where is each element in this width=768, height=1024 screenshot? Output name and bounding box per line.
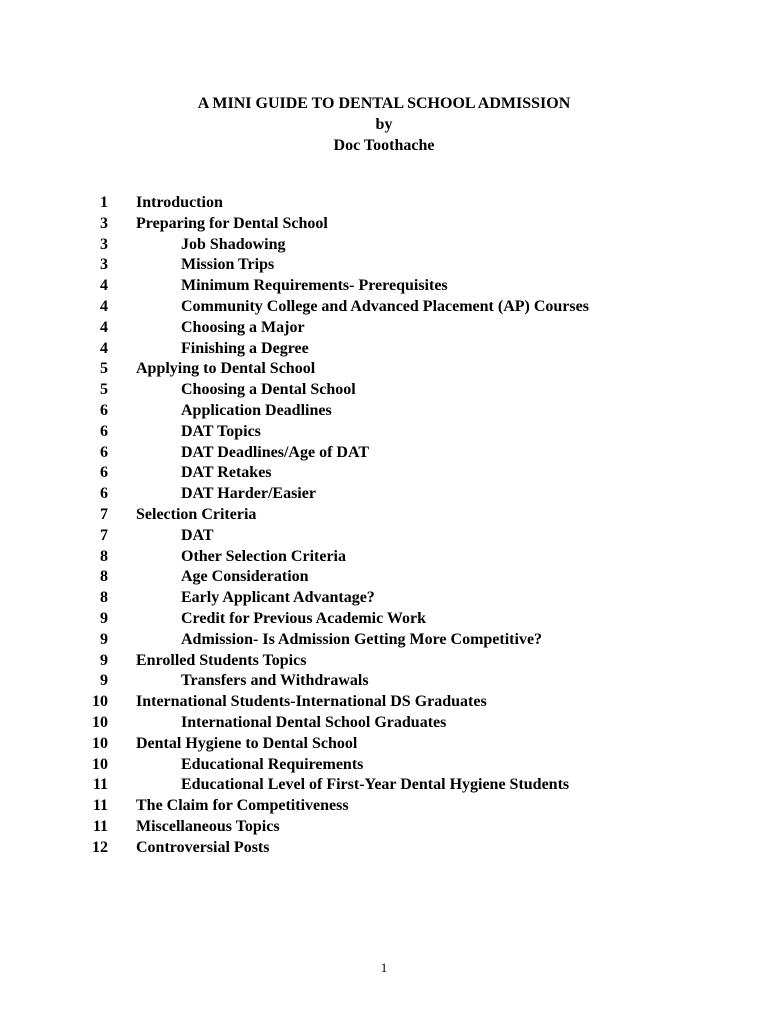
toc-subentry [0, 443, 768, 464]
toc-entry-title: Dental Hygiene to Dental School [136, 734, 358, 752]
toc-entry-title: Enrolled Students Topics [136, 651, 307, 669]
toc-page-number: 4 [100, 297, 108, 315]
toc-entry [0, 692, 768, 713]
toc-subentry [0, 713, 768, 734]
toc-entry-title: Finishing a Degree [181, 339, 309, 357]
toc-subentry [0, 526, 768, 547]
toc-page-number: 9 [100, 609, 108, 627]
toc-entry-title: Credit for Previous Academic Work [181, 609, 427, 627]
toc-page-number: 9 [100, 672, 108, 690]
toc-page-number: 7 [100, 526, 108, 544]
toc-page-number: 6 [100, 422, 108, 440]
toc-entry [0, 359, 768, 380]
toc-entry-title: Controversial Posts [136, 838, 270, 856]
toc-entry-title: Preparing for Dental School [136, 214, 328, 232]
toc-subentry [0, 339, 768, 360]
toc-entry-title: Community College and Advanced Placement (AP) Courses [181, 297, 589, 315]
toc-entry-title: International Students-International DS Graduates [136, 693, 487, 711]
toc-entry [0, 817, 768, 838]
toc-entry [0, 838, 768, 859]
toc-entry-title: Age Consideration [181, 568, 309, 586]
toc-entry-title: The Claim for Competitiveness [136, 797, 349, 815]
toc-subentry [0, 588, 768, 609]
toc-entry [0, 796, 768, 817]
toc-page-number: 11 [92, 776, 108, 794]
toc-entry-title: Application Deadlines [181, 401, 332, 419]
toc-page-number: 4 [100, 339, 108, 357]
toc-entry-title: Introduction [136, 194, 223, 211]
toc-page-number: 5 [100, 360, 108, 378]
toc-page-number: 7 [100, 505, 108, 523]
toc-entry-title: Mission Trips [181, 256, 275, 274]
toc-page-number: 11 [92, 797, 108, 815]
toc-subentry [0, 463, 768, 484]
toc-entry-title: Minimum Requirements- Prerequisites [181, 277, 448, 295]
table-of-contents [0, 193, 768, 859]
toc-entry [0, 193, 768, 214]
document-byline: by [375, 116, 393, 133]
toc-subentry [0, 318, 768, 339]
toc-entry-title: DAT Deadlines/Age of DAT [181, 443, 369, 461]
toc-entry-title: DAT Harder/Easier [181, 485, 316, 503]
toc-entry-title: DAT Retakes [181, 464, 272, 482]
toc-subentry [0, 422, 768, 443]
toc-subentry [0, 671, 768, 692]
toc-entry-title: Applying to Dental School [136, 360, 316, 378]
toc-page-number: 3 [100, 256, 108, 274]
toc-entry-title: Educational Requirements [181, 755, 364, 773]
toc-page-number: 6 [100, 401, 108, 419]
toc-page-number: 6 [100, 464, 108, 482]
title-block [0, 93, 768, 156]
toc-page-number: 10 [92, 713, 108, 731]
toc-page-number: 10 [92, 755, 108, 773]
toc-entry-title: International Dental School Graduates [181, 713, 447, 731]
toc-page-number: 4 [100, 318, 108, 336]
toc-page-number: 5 [100, 381, 108, 399]
toc-entry-title: Choosing a Major [181, 318, 305, 336]
toc-subentry [0, 630, 768, 651]
toc-page-number: 3 [100, 235, 108, 253]
document-title: A MINI GUIDE TO DENTAL SCHOOL ADMISSION [197, 95, 571, 112]
toc-page-number: 9 [100, 630, 108, 648]
toc-page-number: 11 [92, 817, 108, 835]
toc-entry-title: Miscellaneous Topics [136, 817, 280, 835]
toc-entry-title: DAT [181, 526, 214, 544]
toc-entry-title: Admission- Is Admission Getting More Competitive? [181, 630, 543, 648]
toc-page-number: 8 [100, 547, 108, 565]
toc-entry-title: Choosing a Dental School [181, 381, 356, 399]
toc-entry-title: Selection Criteria [136, 505, 257, 523]
toc-page-number: 8 [100, 589, 108, 607]
toc-subentry [0, 297, 768, 318]
toc-subentry [0, 775, 768, 796]
toc-entry [0, 734, 768, 755]
toc-entry [0, 651, 768, 672]
toc-page-number: 4 [100, 277, 108, 295]
toc-subentry [0, 380, 768, 401]
toc-subentry [0, 276, 768, 297]
toc-subentry [0, 484, 768, 505]
toc-entry-title: Early Applicant Advantage? [181, 589, 375, 607]
toc-subentry [0, 609, 768, 630]
toc-subentry [0, 567, 768, 588]
toc-page-number: 6 [100, 485, 108, 503]
toc-page-number: 10 [92, 734, 108, 752]
toc-page-number: 9 [100, 651, 108, 669]
toc-page-number: 3 [100, 214, 108, 232]
toc-page-number: 8 [100, 568, 108, 586]
page-number: 1 [380, 960, 388, 975]
toc-entry [0, 214, 768, 235]
toc-page-number: 1 [100, 194, 108, 211]
toc-entry [0, 505, 768, 526]
document-author: Doc Toothache [333, 137, 435, 154]
toc-subentry [0, 401, 768, 422]
toc-subentry [0, 235, 768, 256]
toc-entry-title: Educational Level of First-Year Dental Hygiene Students [181, 776, 570, 794]
toc-page-number: 6 [100, 443, 108, 461]
toc-page-number: 12 [92, 838, 108, 856]
toc-subentry [0, 755, 768, 776]
toc-entry-title: DAT Topics [181, 422, 261, 440]
toc-entry-title: Transfers and Withdrawals [181, 672, 369, 690]
toc-subentry [0, 255, 768, 276]
toc-entry-title: Other Selection Criteria [181, 547, 346, 565]
toc-subentry [0, 547, 768, 568]
toc-page-number: 10 [92, 693, 108, 711]
toc-entry-title: Job Shadowing [181, 235, 286, 253]
